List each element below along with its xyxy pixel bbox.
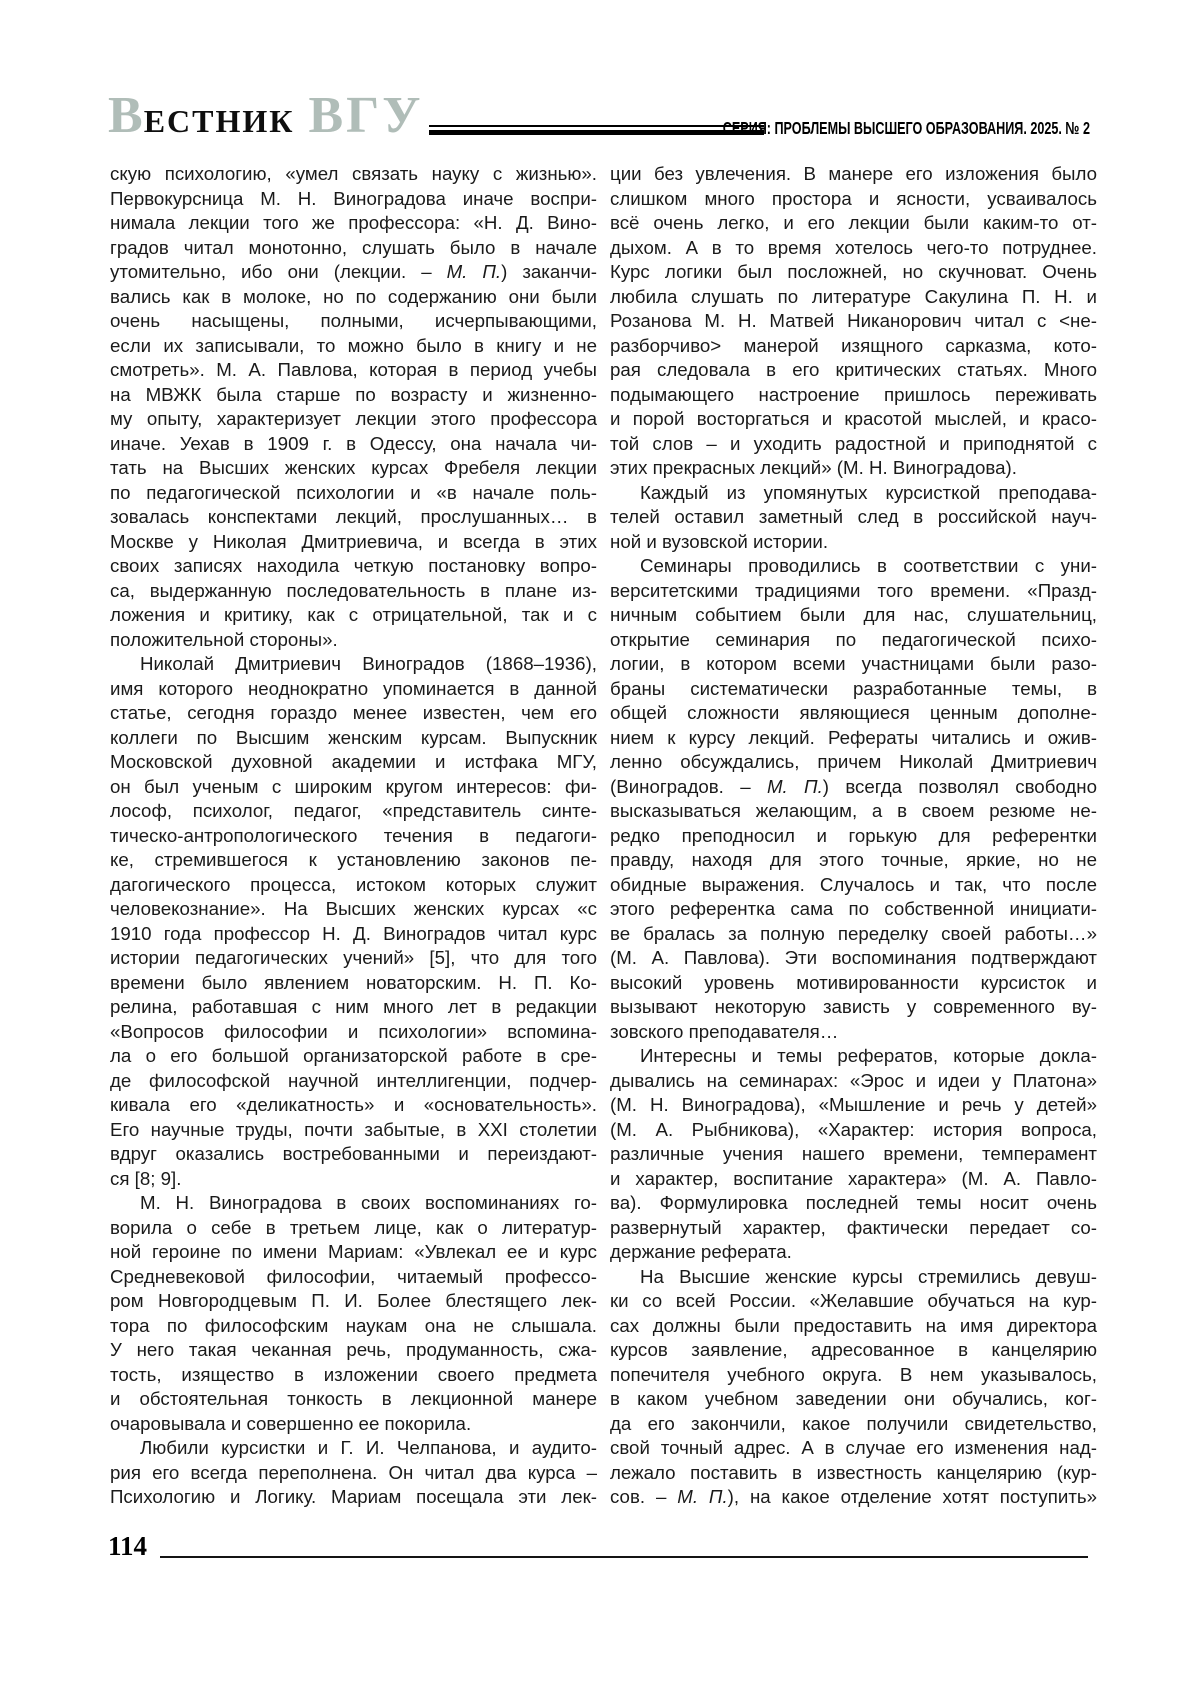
text-line: ке, стремившегося к установлению законов пе- xyxy=(110,849,597,870)
text-line: На Высшие женские курсы стремились девуш- xyxy=(640,1265,1097,1287)
paragraph xyxy=(610,162,1097,481)
text-line: подымающего настроение пришлось переживать xyxy=(610,383,1097,405)
text-line: ворила о себе в третьем лице, как о литератур- xyxy=(110,1216,597,1238)
text-line: вдруг оказались востребованными и переиздают- xyxy=(110,1143,597,1164)
text-line: ложения и критику, как с отрицательной, так и с xyxy=(110,604,597,625)
text-line: Курс логики был посложней, но скучноват. Очень xyxy=(610,261,1097,282)
text-line: правду, находя для этого точные, яркие, но не xyxy=(610,849,1097,870)
page-footer xyxy=(108,1533,1088,1560)
text-line: человекознание». На Высших женских курсах «с xyxy=(110,898,597,919)
text-line: развернутый характер, фактически передает со- xyxy=(610,1216,1097,1238)
text-line: иначе. Уехав в 1909 г. в Одессу, она начала чи- xyxy=(110,432,597,454)
journal-logo-rest: ЕСТНИК xyxy=(143,103,295,139)
text-line: Психологию и Логику. Мариам посещала эти лек- xyxy=(110,1486,597,1507)
text-line: коллеги по Высшим женским курсам. Выпускник xyxy=(110,726,597,748)
text-line: Семинары проводились в соответствии с уни- xyxy=(640,555,1097,576)
text-line: ром Новгородцевым П. И. Более блестящего лек- xyxy=(110,1290,597,1311)
text-line: Московской духовной академии и истфака МГУ, xyxy=(110,751,597,772)
text-line: истории педагогических учений» [5], что для того xyxy=(110,947,597,968)
text-line: своих записях находила четкую постановку вопро- xyxy=(110,555,597,576)
text-line: градов читал монотонно, слушать было в начале xyxy=(110,236,597,258)
text-line: Интересны и темы рефератов, которые докла- xyxy=(640,1045,1097,1066)
text-line: свой точный адрес. А в случае его изменения над- xyxy=(610,1437,1097,1458)
text-line: У него такая чеканная речь, продуманность, сжа- xyxy=(110,1339,597,1360)
text-line: по педагогической психологии и «в начале поль- xyxy=(110,481,597,503)
text-line: дывались на семинарах: «Эрос и идеи у Платона» xyxy=(610,1069,1097,1091)
text-line: Средневековой философии, читаемый профессо- xyxy=(110,1265,597,1287)
text-line: де философской научной интеллигенции, подчер- xyxy=(110,1069,597,1091)
text-line: ся [8; 9]. xyxy=(110,1167,182,1189)
paragraph xyxy=(610,1265,1097,1510)
text-line: ла о его большой организаторской работе в сре- xyxy=(110,1045,597,1066)
text-line: высокий уровень мотивированности курсисток и xyxy=(610,971,1097,993)
text-line: му опыту, характеризует лекции этого профессора xyxy=(110,408,597,429)
text-line: попечителя учебного округа. В нем указывалось, xyxy=(610,1363,1097,1385)
text-line: Николай Дмитриевич Виноградов (1868–1936), xyxy=(140,653,597,674)
text-line: логии, в котором всеми участницами были разо- xyxy=(610,653,1097,674)
text-line: Любили курсистки и Г. И. Челпанова, и аудито- xyxy=(140,1437,597,1458)
text-line: высказываться желающим, а в своем резюме не- xyxy=(610,800,1097,821)
text-line: верситетскими традициями того времени. «Празд- xyxy=(610,579,1097,601)
text-line: вались как в молоке, но по содержанию они были xyxy=(110,285,597,307)
paragraph xyxy=(610,1044,1097,1265)
text-columns xyxy=(110,162,1097,1510)
text-line: дыхом. А в то время хотелось чего-то потруднее. xyxy=(610,236,1097,258)
text-line: Розанова М. Н. Матвей Никанорович читал с <не- xyxy=(610,310,1097,331)
text-line: (М. Н. Виноградова), «Мышление и речь у детей» xyxy=(610,1094,1097,1115)
text-line: редко преподносил и горькую для референтки xyxy=(610,824,1097,846)
text-line: релина, работавшая с ним много лет в редакции xyxy=(110,996,597,1017)
text-line: ции без увлечения. В манере его изложения было xyxy=(610,163,1097,184)
text-line: времени было явлением новаторским. Н. П. Ко- xyxy=(110,971,597,993)
text-line: рия его всегда переполнена. Он читал два курса – xyxy=(110,1461,597,1483)
text-line: курсов заявление, адресованное в канцелярию xyxy=(610,1339,1097,1360)
text-line: ленно обсуждались, причем Николай Дмитриевич xyxy=(610,751,1097,772)
journal-logo-org: ВГУ xyxy=(308,87,424,144)
series-title-wrap xyxy=(722,118,1090,139)
text-line: он был ученым с широким кругом интересов: фи- xyxy=(110,775,597,797)
text-line: Каждый из упомянутых курсисткой преподава- xyxy=(640,481,1097,503)
text-line: (Виноградов. – М. П.) всегда позволял свободно xyxy=(610,775,1098,797)
text-line: нимала лекции того же профессора: «Н. Д. Вино- xyxy=(110,212,597,233)
text-line: да его закончили, какое получили свидетельство, xyxy=(610,1412,1097,1434)
page-header xyxy=(108,88,1090,142)
page-number: 114 xyxy=(108,1531,148,1561)
text-line: 1910 года профессор Н. Д. Виноградов читал курс xyxy=(110,922,597,944)
text-line: Москве у Николая Дмитриевича, и всегда в этих xyxy=(110,530,597,552)
text-line: имя которого неоднократно упоминается в данной xyxy=(110,677,597,699)
text-line: если их записывали, то можно было в книгу и не xyxy=(110,334,597,356)
text-line: ки со всей России. «Желавшие обучаться на кур- xyxy=(610,1290,1097,1311)
journal-logo-initial: В xyxy=(108,87,144,144)
text-line: ва). Формулировка последней темы носит очень xyxy=(610,1192,1097,1213)
text-line: вызывают некоторую зависть у современного ву- xyxy=(610,996,1097,1017)
text-line: всё очень легко, и его лекции были каким-то от- xyxy=(610,212,1097,233)
text-line: утомительно, ибо они (лекции. – М. П.) заканчи- xyxy=(110,261,597,282)
text-line: дагогического процесса, истоком которых служит xyxy=(110,873,597,895)
text-line: ной и вузовской истории. xyxy=(610,530,829,552)
paragraph xyxy=(110,1191,597,1436)
paragraph xyxy=(110,652,597,1191)
footer-rule xyxy=(160,1556,1088,1558)
text-line: и обстоятельная тонкость в лекционной манере xyxy=(110,1388,597,1409)
text-line: тать на Высших женских курсах Фребеля лекции xyxy=(110,457,597,478)
journal-logo xyxy=(108,87,424,144)
text-line: рая следовала в его критических статьях. Много xyxy=(610,359,1097,380)
text-line: общей сложности являющиеся ценным дополне- xyxy=(610,702,1097,723)
text-line: нием к курсу лекций. Рефераты читались и ожив- xyxy=(610,726,1097,748)
text-line: (М. А. Павлова). Эти воспоминания подтверждают xyxy=(610,947,1097,968)
text-line: держание реферата. xyxy=(610,1241,792,1262)
text-line: той слов – и уходить радостной и приподнятой с xyxy=(610,432,1097,454)
header-double-rule xyxy=(429,125,764,135)
text-line: этих прекрасных лекций» (М. Н. Виноградова). xyxy=(610,457,1017,478)
text-line: М. Н. Виноградова в своих воспоминаниях го- xyxy=(140,1192,597,1213)
text-line: сах должны были предоставить на имя директора xyxy=(610,1314,1097,1336)
text-line: сов. – М. П.), на какое отделение хотят поступить» xyxy=(610,1486,1098,1507)
text-line: тора по философским наукам она не слышала. xyxy=(110,1314,597,1336)
text-line: телей оставил заметный след в российской науч- xyxy=(610,506,1097,527)
text-line: Первокурсница М. Н. Виноградова иначе воспри- xyxy=(110,187,597,209)
paragraph xyxy=(110,162,597,652)
text-line: лежало поставить в известность канцелярию (кур- xyxy=(610,1461,1097,1483)
text-line: лософ, психолог, педагог, «представитель синте- xyxy=(110,800,597,821)
text-line: (М. А. Рыбникова), «Характер: история вопроса, xyxy=(610,1118,1097,1140)
text-line: са, выдержанную последовательность в плане из- xyxy=(110,579,597,601)
series-title: СЕРИЯ: ПРОБЛЕМЫ ВЫСШЕГО ОБРАЗОВАНИЯ. 2025. № 2 xyxy=(722,118,1090,138)
left-column xyxy=(110,162,597,1510)
text-line: тическо-антропологического течения в педагоги- xyxy=(110,824,597,846)
paragraph xyxy=(610,481,1097,555)
text-line: тость, изящество в изложении своего предмета xyxy=(110,1363,597,1385)
text-line: скую психологию, «умел связать науку с жизнью». xyxy=(110,163,597,184)
text-line: на МВЖК была старше по возрасту и жизненно- xyxy=(110,383,597,405)
text-line: Его научные труды, почти забытые, в XXI столетии xyxy=(110,1118,597,1140)
text-line: «Вопросов философии и психологии» вспомина- xyxy=(110,1020,597,1042)
text-line: кивала его «деликатность» и «основательность». xyxy=(110,1094,597,1115)
text-line: и порой восторгаться и красотой мыслей, и красо- xyxy=(610,408,1097,429)
text-line: разборчиво> манерой изящного сарказма, кото- xyxy=(610,334,1097,356)
text-line: смотреть». М. А. Павлова, которая в период учебы xyxy=(110,359,597,380)
text-line: положительной стороны». xyxy=(110,628,338,650)
text-line: любила слушать по литературе Сакулина П. Н. и xyxy=(610,285,1097,307)
text-line: зовалась конспектами лекций, прослушанных… в xyxy=(110,506,597,527)
right-column xyxy=(610,162,1097,1510)
text-line: открытие семинария по педагогической психо- xyxy=(610,628,1097,650)
text-line: зовского преподавателя… xyxy=(610,1020,839,1042)
paragraph xyxy=(110,1436,597,1510)
text-line: браны систематически разработанные темы, в xyxy=(610,677,1097,699)
paragraph xyxy=(610,554,1097,1044)
text-line: ве бралась за полную переделку своей работы…» xyxy=(610,922,1097,944)
text-line: этого референтка сама по собственной инициати- xyxy=(610,898,1097,919)
text-line: обидные выражения. Случалось и так, что после xyxy=(610,873,1097,895)
text-line: и характер, воспитание характера» (М. А. Павло- xyxy=(610,1167,1097,1189)
text-line: очень насыщены, полными, исчерпывающими, xyxy=(110,310,597,331)
text-line: ничным событием были для нас, слушательниц, xyxy=(610,604,1097,625)
text-line: различные учения нашего времени, темперамент xyxy=(610,1143,1097,1164)
text-line: очаровывала и совершенно ее покорила. xyxy=(110,1412,472,1434)
text-line: ной героине по имени Мариам: «Увлекал ее и курс xyxy=(110,1241,597,1262)
text-line: слишком много простора и ясности, усваивалось xyxy=(610,187,1097,209)
text-line: в каком учебном заведении они обучались, ког- xyxy=(610,1388,1097,1409)
text-line: статье, сегодня гораздо менее известен, чем его xyxy=(110,702,597,723)
